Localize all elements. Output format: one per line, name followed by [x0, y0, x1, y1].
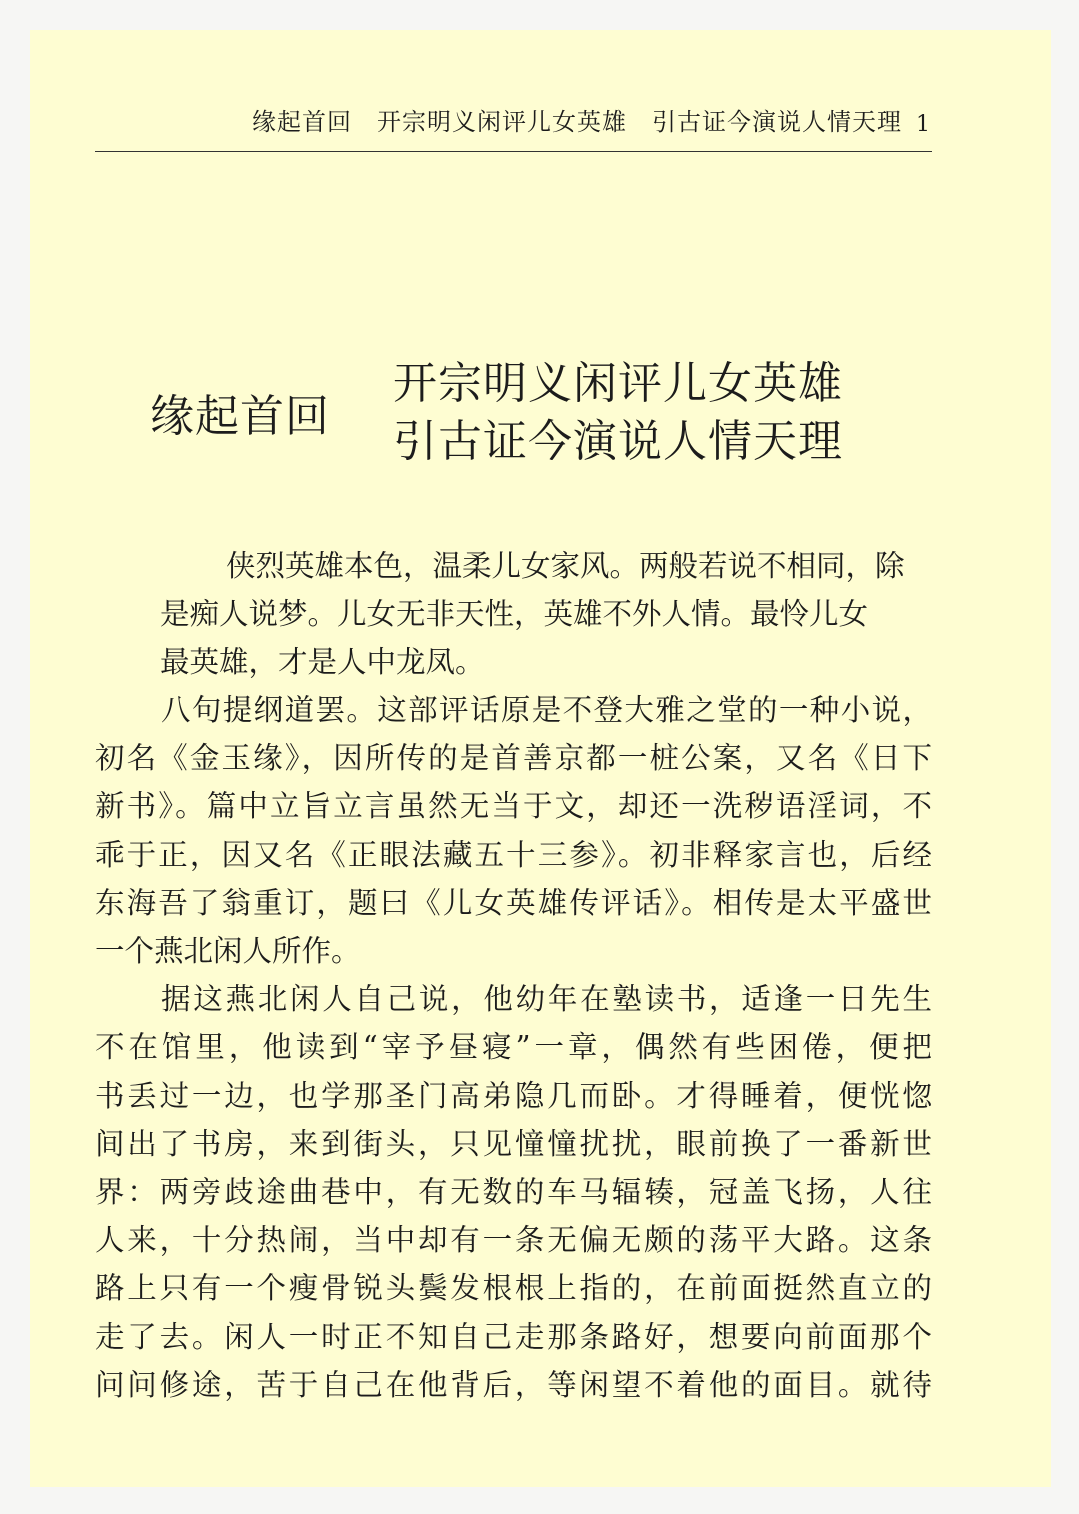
poem-line: 最英雄，才是人中龙凤。: [160, 645, 485, 679]
page-number: 1: [916, 112, 930, 137]
text-line: 乖于正，因又名《正眼法藏五十三参》。初非释家言也，后经: [95, 837, 932, 872]
chapter-titles: [393, 355, 843, 471]
paragraph: [95, 975, 932, 1409]
text-line: 问问修途，苦于自己在他背后，等闲望不着他的面目。就待: [95, 1367, 932, 1402]
running-header: [95, 104, 932, 152]
text-line: 间出了书房，来到街头，只见憧憧扰扰，眼前换了一番新世: [95, 1126, 932, 1161]
text-line: 书丢过一边，也学那圣门高弟隐几而卧。才得睡着，便恍惚: [95, 1078, 932, 1113]
paragraph: [95, 686, 932, 975]
chapter-heading: [150, 355, 890, 485]
chapter-title-line-2: 引古证今演说人情天理: [393, 416, 843, 467]
text-line: 八句提纲道罢。这部评话原是不登大雅之堂的一种小说，: [161, 693, 932, 727]
text-line: 新书》。篇中立旨立言虽然无当于文，却还一洗秽语淫词，不: [95, 789, 932, 824]
text-line: 初名《金玉缘》，因所传的是首善京都一桩公案，又名《日下: [95, 741, 932, 776]
chapter-label: 缘起首回: [150, 391, 330, 442]
poem-line: 侠烈英雄本色，温柔儿女家风。两般若说不相同，除: [226, 549, 905, 583]
poem-line: 是痴人说梦。儿女无非天性，英雄不外人情。最怜儿女: [160, 597, 869, 631]
text-line: 走了去。闲人一时正不知自己走那条路好，想要向前面那个: [95, 1319, 932, 1354]
text-line: 不在馆里，他读到“宰予昼寝”一章，偶然有些困倦，便把: [95, 1030, 932, 1065]
chapter-title-line-1: 开宗明义闲评儿女英雄: [393, 358, 843, 409]
text-line: 据这燕北闲人自己说，他幼年在塾读书，适逢一日先生: [161, 982, 932, 1017]
text-line: 路上只有一个瘦骨锐头鬓发根根上指的，在前面挺然直立的: [95, 1271, 932, 1306]
text-line: 界：两旁歧途曲巷中，有无数的车马辐辏，冠盖飞扬，人往: [95, 1175, 932, 1210]
running-header-title: 缘起首回 开宗明义闲评儿女英雄 引古证今演说人情天理: [252, 108, 902, 136]
body-text: [95, 686, 932, 1409]
text-line: 东海吾了翁重订，题曰《儿女英雄传评话》。相传是太平盛世: [95, 885, 932, 920]
text-line: 一个燕北闲人所作。: [95, 934, 361, 969]
opening-poem: [160, 542, 932, 686]
text-line: 人来，十分热闹，当中却有一条无偏无颇的荡平大路。这条: [95, 1223, 932, 1258]
